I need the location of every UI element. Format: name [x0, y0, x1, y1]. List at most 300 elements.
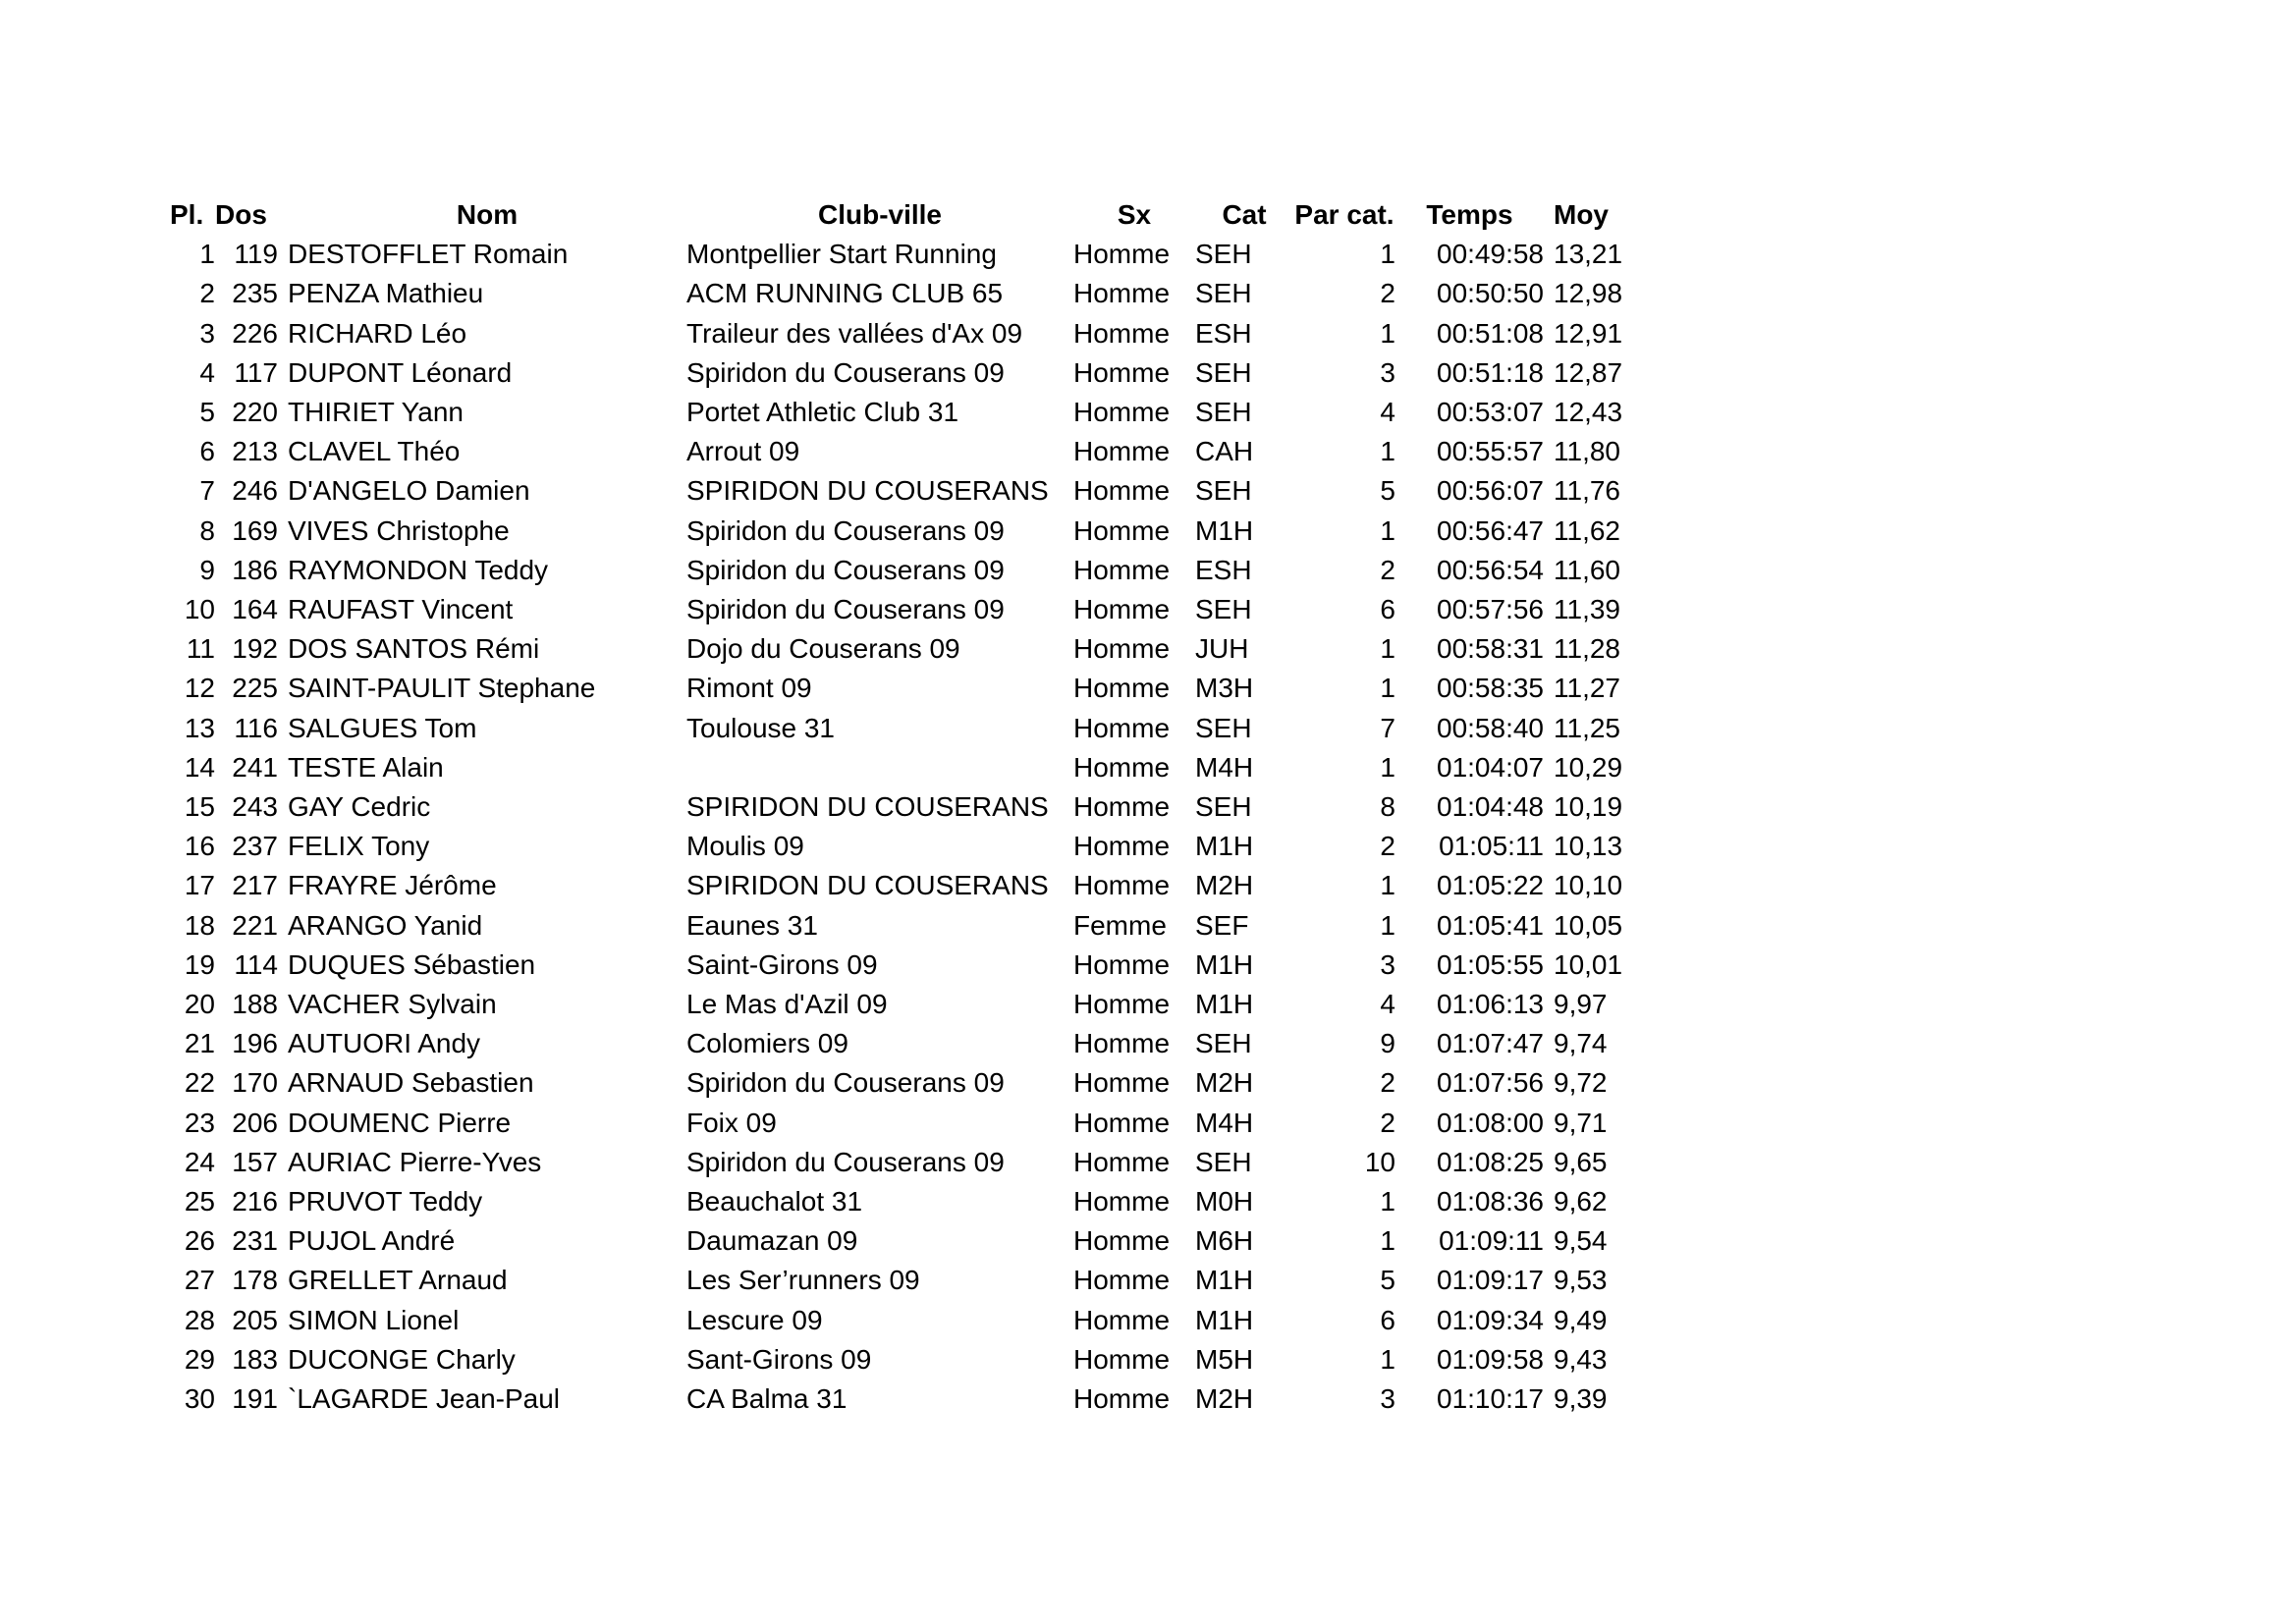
cell-club: Spiridon du Couserans 09 — [686, 514, 1005, 546]
cell-par-cat: 6 — [1380, 594, 1395, 625]
cell-moy: 13,21 — [1554, 239, 1623, 270]
cell-sx: Homme — [1073, 989, 1171, 1020]
cell-dos: 226 — [232, 317, 278, 349]
table-row — [162, 1143, 1642, 1182]
cell-par-cat: 3 — [1380, 356, 1395, 388]
table-row — [162, 1063, 1642, 1103]
cell-temps: 00:57:56 — [1437, 594, 1544, 625]
cell-nom: SALGUES Tom — [288, 712, 477, 743]
cell-moy: 12,87 — [1554, 356, 1623, 388]
header-club: Club-ville — [817, 199, 942, 230]
cell-par-cat: 3 — [1380, 1383, 1395, 1415]
cell-sx: Homme — [1073, 1067, 1171, 1099]
cell-par-cat: 1 — [1380, 870, 1395, 901]
cell-nom: FELIX Tony — [288, 831, 430, 862]
cell-cat: SEH — [1195, 475, 1252, 507]
cell-dos: 116 — [234, 712, 278, 743]
header-cat: Cat — [1222, 199, 1267, 230]
table-row — [162, 906, 1642, 946]
cell-pl: 11 — [186, 633, 215, 665]
cell-sx: Homme — [1073, 1265, 1171, 1296]
table-row — [162, 629, 1642, 669]
cell-nom: ARANGO Yanid — [288, 909, 483, 941]
cell-dos: 192 — [232, 633, 278, 665]
table-row — [162, 1340, 1642, 1380]
cell-sx: Homme — [1073, 1225, 1171, 1257]
cell-sx: Homme — [1073, 317, 1171, 349]
cell-cat: SEH — [1195, 356, 1252, 388]
table-row — [162, 471, 1642, 511]
cell-par-cat: 2 — [1380, 1067, 1395, 1099]
cell-temps: 01:08:36 — [1437, 1186, 1544, 1217]
cell-dos: 243 — [232, 791, 278, 823]
header-par-cat: Par cat. — [1294, 199, 1394, 230]
cell-pl: 3 — [199, 317, 215, 349]
cell-pl: 24 — [184, 1146, 215, 1177]
table-row — [162, 669, 1642, 708]
cell-cat: SEH — [1195, 712, 1252, 743]
cell-club: Toulouse 31 — [686, 712, 836, 743]
cell-par-cat: 2 — [1380, 831, 1395, 862]
cell-pl: 22 — [184, 1067, 215, 1099]
cell-club: Spiridon du Couserans 09 — [686, 1146, 1005, 1177]
cell-sx: Homme — [1073, 791, 1171, 823]
results-body — [162, 235, 1642, 1419]
cell-club: Saint-Girons 09 — [686, 948, 878, 980]
cell-pl: 12 — [184, 673, 215, 704]
cell-nom: TESTE Alain — [288, 751, 444, 783]
cell-club: SPIRIDON DU COUSERANS — [686, 870, 1049, 901]
cell-nom: FRAYRE Jérôme — [288, 870, 497, 901]
cell-dos: 157 — [232, 1146, 278, 1177]
cell-temps: 00:49:58 — [1437, 239, 1544, 270]
results-table — [162, 195, 1642, 1419]
table-row — [162, 1261, 1642, 1300]
cell-dos: 225 — [232, 673, 278, 704]
table-row — [162, 235, 1642, 274]
cell-club: Spiridon du Couserans 09 — [686, 554, 1005, 585]
cell-temps: 01:10:17 — [1437, 1383, 1544, 1415]
cell-dos: 213 — [232, 436, 278, 467]
cell-club: Eaunes 31 — [686, 909, 818, 941]
cell-temps: 00:56:47 — [1437, 514, 1544, 546]
cell-moy: 11,39 — [1554, 594, 1620, 625]
cell-sx: Homme — [1073, 1107, 1171, 1138]
cell-pl: 25 — [184, 1186, 215, 1217]
cell-cat: CAH — [1195, 436, 1254, 467]
cell-temps: 01:08:00 — [1437, 1107, 1544, 1138]
cell-sx: Homme — [1073, 594, 1171, 625]
cell-par-cat: 1 — [1380, 317, 1395, 349]
cell-temps: 01:05:11 — [1439, 831, 1544, 862]
cell-dos: 178 — [232, 1265, 278, 1296]
cell-cat: M5H — [1195, 1343, 1254, 1375]
cell-cat: SEH — [1195, 239, 1252, 270]
cell-cat: M4H — [1195, 1107, 1254, 1138]
table-row — [162, 314, 1642, 353]
cell-club: Traileur des vallées d'Ax 09 — [686, 317, 1023, 349]
cell-pl: 5 — [199, 397, 215, 428]
cell-pl: 6 — [199, 436, 215, 467]
cell-nom: VACHER Sylvain — [288, 989, 497, 1020]
table-row — [162, 590, 1642, 629]
cell-pl: 20 — [184, 989, 215, 1020]
table-row — [162, 1221, 1642, 1261]
cell-pl: 19 — [184, 948, 215, 980]
cell-cat: M3H — [1195, 673, 1254, 704]
cell-sx: Homme — [1073, 948, 1171, 980]
cell-sx: Homme — [1073, 1343, 1171, 1375]
cell-par-cat: 2 — [1380, 1107, 1395, 1138]
cell-moy: 9,97 — [1554, 989, 1608, 1020]
table-row — [162, 709, 1642, 748]
header-dos: Dos — [215, 199, 267, 230]
cell-sx: Homme — [1073, 1028, 1171, 1059]
cell-dos: 183 — [232, 1343, 278, 1375]
table-row — [162, 353, 1642, 393]
cell-moy: 10,13 — [1554, 831, 1623, 862]
cell-club: Lescure 09 — [686, 1304, 823, 1335]
cell-moy: 10,01 — [1554, 948, 1623, 980]
cell-dos: 216 — [232, 1186, 278, 1217]
cell-dos: 169 — [232, 514, 278, 546]
cell-temps: 01:05:41 — [1437, 909, 1544, 941]
cell-nom: DOUMENC Pierre — [288, 1107, 512, 1138]
cell-dos: 220 — [232, 397, 278, 428]
header-pl: Pl. — [170, 199, 204, 230]
cell-club: Le Mas d'Azil 09 — [686, 989, 888, 1020]
cell-pl: 26 — [184, 1225, 215, 1257]
cell-moy: 9,53 — [1554, 1265, 1608, 1296]
cell-cat: M1H — [1195, 831, 1254, 862]
cell-moy: 10,29 — [1554, 751, 1623, 783]
cell-par-cat: 1 — [1380, 1186, 1395, 1217]
cell-cat: M1H — [1195, 514, 1254, 546]
cell-dos: 237 — [232, 831, 278, 862]
cell-sx: Homme — [1073, 1146, 1171, 1177]
cell-cat: M2H — [1195, 870, 1254, 901]
cell-nom: DUCONGE Charly — [288, 1343, 516, 1375]
cell-moy: 9,39 — [1554, 1383, 1608, 1415]
cell-nom: DOS SANTOS Rémi — [288, 633, 540, 665]
cell-club — [686, 748, 1073, 787]
cell-nom: AURIAC Pierre-Yves — [288, 1146, 542, 1177]
cell-par-cat: 5 — [1380, 1265, 1395, 1296]
cell-nom: ARNAUD Sebastien — [288, 1067, 534, 1099]
cell-nom: `LAGARDE Jean-Paul — [288, 1383, 561, 1415]
cell-club: Dojo du Couserans 09 — [686, 633, 960, 665]
cell-temps: 01:04:07 — [1437, 751, 1544, 783]
cell-cat: M0H — [1195, 1186, 1254, 1217]
cell-temps: 01:09:17 — [1437, 1265, 1544, 1296]
cell-club: Colomiers 09 — [686, 1028, 848, 1059]
cell-cat: M4H — [1195, 751, 1254, 783]
cell-club: Moulis 09 — [686, 831, 804, 862]
cell-nom: VIVES Christophe — [288, 514, 510, 546]
table-row — [162, 551, 1642, 590]
cell-temps: 00:58:31 — [1437, 633, 1544, 665]
cell-par-cat: 8 — [1380, 791, 1395, 823]
cell-pl: 30 — [184, 1383, 215, 1415]
cell-par-cat: 1 — [1380, 673, 1395, 704]
cell-cat: SEH — [1195, 791, 1252, 823]
header-temps: Temps — [1426, 199, 1513, 230]
table-row — [162, 432, 1642, 471]
cell-club: ACM RUNNING CLUB 65 — [686, 278, 1004, 309]
cell-temps: 01:07:56 — [1437, 1067, 1544, 1099]
cell-sx: Femme — [1073, 909, 1167, 941]
cell-dos: 217 — [232, 870, 278, 901]
cell-club: Daumazan 09 — [686, 1225, 858, 1257]
cell-par-cat: 2 — [1380, 278, 1395, 309]
cell-moy: 11,80 — [1554, 436, 1620, 467]
cell-moy: 10,19 — [1554, 791, 1623, 823]
table-row — [162, 866, 1642, 905]
cell-cat: M1H — [1195, 1304, 1254, 1335]
cell-sx: Homme — [1073, 239, 1171, 270]
table-row — [162, 1182, 1642, 1221]
cell-club: Foix 09 — [686, 1107, 777, 1138]
cell-dos: 231 — [232, 1225, 278, 1257]
cell-temps: 01:08:25 — [1437, 1146, 1544, 1177]
cell-club: Spiridon du Couserans 09 — [686, 594, 1005, 625]
cell-moy: 9,65 — [1554, 1146, 1608, 1177]
cell-dos: 205 — [232, 1304, 278, 1335]
cell-moy: 12,98 — [1554, 278, 1623, 309]
cell-pl: 16 — [184, 831, 215, 862]
cell-sx: Homme — [1073, 436, 1171, 467]
cell-cat: M1H — [1195, 989, 1254, 1020]
cell-cat: JUH — [1195, 633, 1249, 665]
cell-club: SPIRIDON DU COUSERANS — [686, 791, 1049, 823]
cell-dos: 246 — [232, 475, 278, 507]
cell-cat: M1H — [1195, 948, 1254, 980]
cell-club: Portet Athletic Club 31 — [686, 397, 959, 428]
cell-sx: Homme — [1073, 1383, 1171, 1415]
cell-club: Spiridon du Couserans 09 — [686, 1067, 1005, 1099]
cell-cat: ESH — [1195, 317, 1252, 349]
cell-sx: Homme — [1073, 356, 1171, 388]
cell-par-cat: 1 — [1380, 909, 1395, 941]
cell-par-cat: 2 — [1380, 554, 1395, 585]
cell-dos: 221 — [232, 909, 278, 941]
table-row — [162, 1024, 1642, 1063]
cell-dos: 117 — [234, 356, 278, 388]
cell-par-cat: 7 — [1380, 712, 1395, 743]
cell-nom: RICHARD Léo — [288, 317, 467, 349]
cell-moy: 9,74 — [1554, 1028, 1608, 1059]
cell-pl: 10 — [184, 594, 215, 625]
cell-pl: 13 — [184, 712, 215, 743]
cell-par-cat: 3 — [1380, 948, 1395, 980]
cell-moy: 10,10 — [1554, 870, 1623, 901]
cell-par-cat: 4 — [1380, 397, 1395, 428]
cell-nom: D'ANGELO Damien — [288, 475, 530, 507]
cell-pl: 17 — [184, 870, 215, 901]
cell-moy: 11,62 — [1554, 514, 1620, 546]
cell-dos: 186 — [232, 554, 278, 585]
cell-sx: Homme — [1073, 870, 1171, 901]
cell-moy: 11,27 — [1554, 673, 1620, 704]
cell-sx: Homme — [1073, 673, 1171, 704]
cell-moy: 11,25 — [1554, 712, 1620, 743]
cell-temps: 01:04:48 — [1437, 791, 1544, 823]
cell-cat: M1H — [1195, 1265, 1254, 1296]
header-sx: Sx — [1117, 199, 1152, 230]
cell-cat: M2H — [1195, 1067, 1254, 1099]
cell-moy: 11,28 — [1554, 633, 1620, 665]
cell-par-cat: 1 — [1380, 751, 1395, 783]
cell-nom: PENZA Mathieu — [288, 278, 484, 309]
cell-pl: 1 — [199, 239, 215, 270]
cell-moy: 9,54 — [1554, 1225, 1608, 1257]
cell-par-cat: 1 — [1380, 633, 1395, 665]
cell-nom: DUQUES Sébastien — [288, 948, 536, 980]
cell-temps: 00:55:57 — [1437, 436, 1544, 467]
cell-dos: 170 — [232, 1067, 278, 1099]
cell-pl: 15 — [184, 791, 215, 823]
cell-club: Rimont 09 — [686, 673, 812, 704]
cell-cat: SEF — [1195, 909, 1249, 941]
cell-par-cat: 1 — [1380, 239, 1395, 270]
cell-nom: DESTOFFLET Romain — [288, 239, 569, 270]
cell-cat: SEH — [1195, 397, 1252, 428]
cell-temps: 01:05:55 — [1437, 948, 1544, 980]
cell-pl: 29 — [184, 1343, 215, 1375]
table-row — [162, 985, 1642, 1024]
cell-moy: 9,49 — [1554, 1304, 1608, 1335]
cell-dos: 241 — [232, 751, 278, 783]
cell-club: SPIRIDON DU COUSERANS — [686, 475, 1049, 507]
cell-temps: 01:06:13 — [1437, 989, 1544, 1020]
cell-par-cat: 5 — [1380, 475, 1395, 507]
cell-temps: 01:07:47 — [1437, 1028, 1544, 1059]
cell-par-cat: 10 — [1364, 1146, 1395, 1177]
cell-club: Sant-Girons 09 — [686, 1343, 872, 1375]
cell-nom: PUJOL André — [288, 1225, 456, 1257]
header-row — [162, 195, 1642, 235]
cell-nom: AUTUORI Andy — [288, 1028, 481, 1059]
cell-club: Arrout 09 — [686, 436, 800, 467]
cell-cat: ESH — [1195, 554, 1252, 585]
cell-moy: 11,60 — [1554, 554, 1620, 585]
cell-pl: 4 — [199, 356, 215, 388]
cell-par-cat: 1 — [1380, 514, 1395, 546]
cell-sx: Homme — [1073, 1186, 1171, 1217]
cell-temps: 01:09:34 — [1437, 1304, 1544, 1335]
cell-nom: GRELLET Arnaud — [288, 1265, 508, 1296]
cell-sx: Homme — [1073, 514, 1171, 546]
cell-pl: 7 — [199, 475, 215, 507]
cell-sx: Homme — [1073, 633, 1171, 665]
cell-temps: 00:50:50 — [1437, 278, 1544, 309]
cell-temps: 00:58:35 — [1437, 673, 1544, 704]
cell-sx: Homme — [1073, 554, 1171, 585]
cell-temps: 01:09:11 — [1439, 1225, 1544, 1257]
cell-pl: 21 — [184, 1028, 215, 1059]
cell-sx: Homme — [1073, 831, 1171, 862]
cell-pl: 27 — [184, 1265, 215, 1296]
cell-cat: M6H — [1195, 1225, 1254, 1257]
cell-nom: GAY Cedric — [288, 791, 431, 823]
cell-sx: Homme — [1073, 712, 1171, 743]
cell-temps: 00:53:07 — [1437, 397, 1544, 428]
cell-dos: 191 — [232, 1383, 278, 1415]
cell-cat: SEH — [1195, 1028, 1252, 1059]
table-row — [162, 1380, 1642, 1419]
cell-par-cat: 4 — [1380, 989, 1395, 1020]
table-row — [162, 512, 1642, 551]
cell-cat: SEH — [1195, 1146, 1252, 1177]
cell-moy: 9,72 — [1554, 1067, 1608, 1099]
table-row — [162, 393, 1642, 432]
cell-par-cat: 1 — [1380, 436, 1395, 467]
cell-pl: 8 — [199, 514, 215, 546]
cell-cat: SEH — [1195, 594, 1252, 625]
header-nom: Nom — [456, 199, 519, 230]
table-row — [162, 1104, 1642, 1143]
cell-dos: 114 — [234, 948, 278, 980]
cell-dos: 206 — [232, 1107, 278, 1138]
cell-temps: 00:58:40 — [1437, 712, 1544, 743]
cell-club: Les Ser’runners 09 — [686, 1265, 920, 1296]
cell-nom: DUPONT Léonard — [288, 356, 513, 388]
cell-moy: 10,05 — [1554, 909, 1623, 941]
cell-pl: 23 — [184, 1107, 215, 1138]
cell-temps: 00:51:18 — [1437, 356, 1544, 388]
cell-sx: Homme — [1073, 397, 1171, 428]
cell-dos: 164 — [232, 594, 278, 625]
cell-sx: Homme — [1073, 278, 1171, 309]
cell-nom: RAYMONDON Teddy — [288, 554, 549, 585]
cell-par-cat: 1 — [1380, 1343, 1395, 1375]
cell-nom: THIRIET Yann — [288, 397, 464, 428]
cell-dos: 235 — [232, 278, 278, 309]
cell-pl: 18 — [184, 909, 215, 941]
cell-moy: 12,91 — [1554, 317, 1623, 349]
cell-temps: 01:05:22 — [1437, 870, 1544, 901]
cell-par-cat: 1 — [1380, 1225, 1395, 1257]
cell-sx: Homme — [1073, 1304, 1171, 1335]
cell-moy: 12,43 — [1554, 397, 1623, 428]
cell-temps: 00:56:07 — [1437, 475, 1544, 507]
cell-moy: 9,71 — [1554, 1107, 1608, 1138]
cell-cat: SEH — [1195, 278, 1252, 309]
cell-nom: SIMON Lionel — [288, 1304, 460, 1335]
cell-dos: 188 — [232, 989, 278, 1020]
table-row — [162, 1301, 1642, 1340]
table-row — [162, 946, 1642, 985]
cell-pl: 2 — [199, 278, 215, 309]
cell-sx: Homme — [1073, 475, 1171, 507]
cell-nom: CLAVEL Théo — [288, 436, 461, 467]
cell-nom: RAUFAST Vincent — [288, 594, 514, 625]
cell-par-cat: 9 — [1380, 1028, 1395, 1059]
cell-temps: 00:56:54 — [1437, 554, 1544, 585]
cell-moy: 9,62 — [1554, 1186, 1608, 1217]
cell-pl: 14 — [184, 751, 215, 783]
cell-pl: 9 — [199, 554, 215, 585]
cell-temps: 00:51:08 — [1437, 317, 1544, 349]
cell-nom: PRUVOT Teddy — [288, 1186, 483, 1217]
cell-club: Beauchalot 31 — [686, 1186, 863, 1217]
cell-moy: 9,43 — [1554, 1343, 1608, 1375]
cell-sx: Homme — [1073, 751, 1171, 783]
header-moy: Moy — [1554, 199, 1609, 230]
cell-cat: M2H — [1195, 1383, 1254, 1415]
cell-club: Spiridon du Couserans 09 — [686, 356, 1005, 388]
cell-pl: 28 — [184, 1304, 215, 1335]
